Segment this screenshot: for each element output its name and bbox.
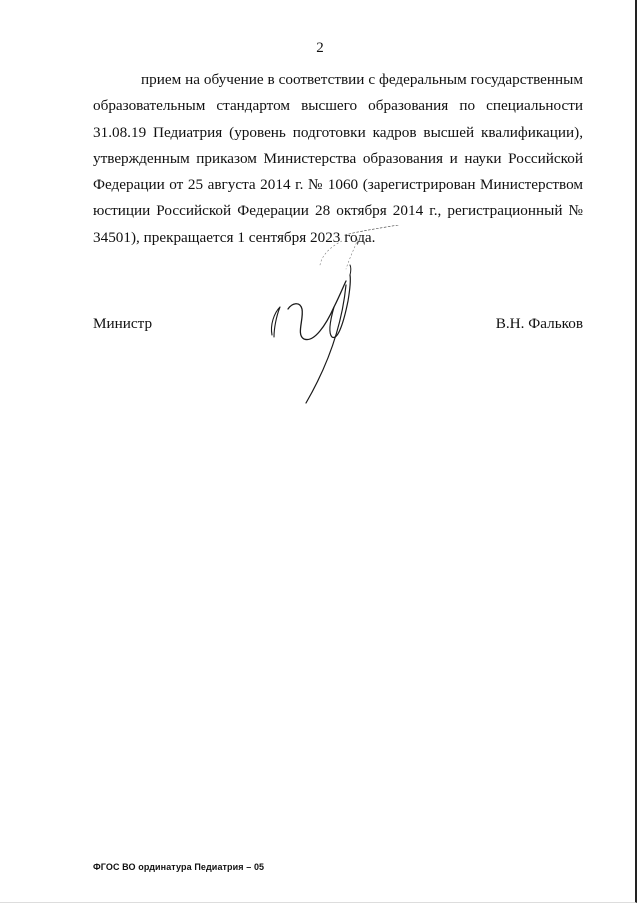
signatory-name: В.Н. Фальков	[495, 315, 583, 332]
document-footer: ФГОС ВО ординатура Педиатрия – 05	[93, 862, 265, 872]
body-paragraph: прием на обучение в соответствии с федеральным государственным образовательным стандартом высшего образования по специальности 31.08.19 Педиатрия (уровень подготовки кадров высшей квалификации), утвержденным приказом Министерства образования и науки Российской Федерации от 25 августа 2014 г. № 1060 (зарегистрирован Министерством юстиции Российской Федерации 28 октября 2014 г., регистрационный № 34501), прекращается 1 сентября 2023 года.	[93, 71, 583, 246]
signature-block	[93, 315, 583, 337]
signatory-title: Министр	[93, 315, 153, 332]
page-number: 2	[316, 40, 324, 56]
